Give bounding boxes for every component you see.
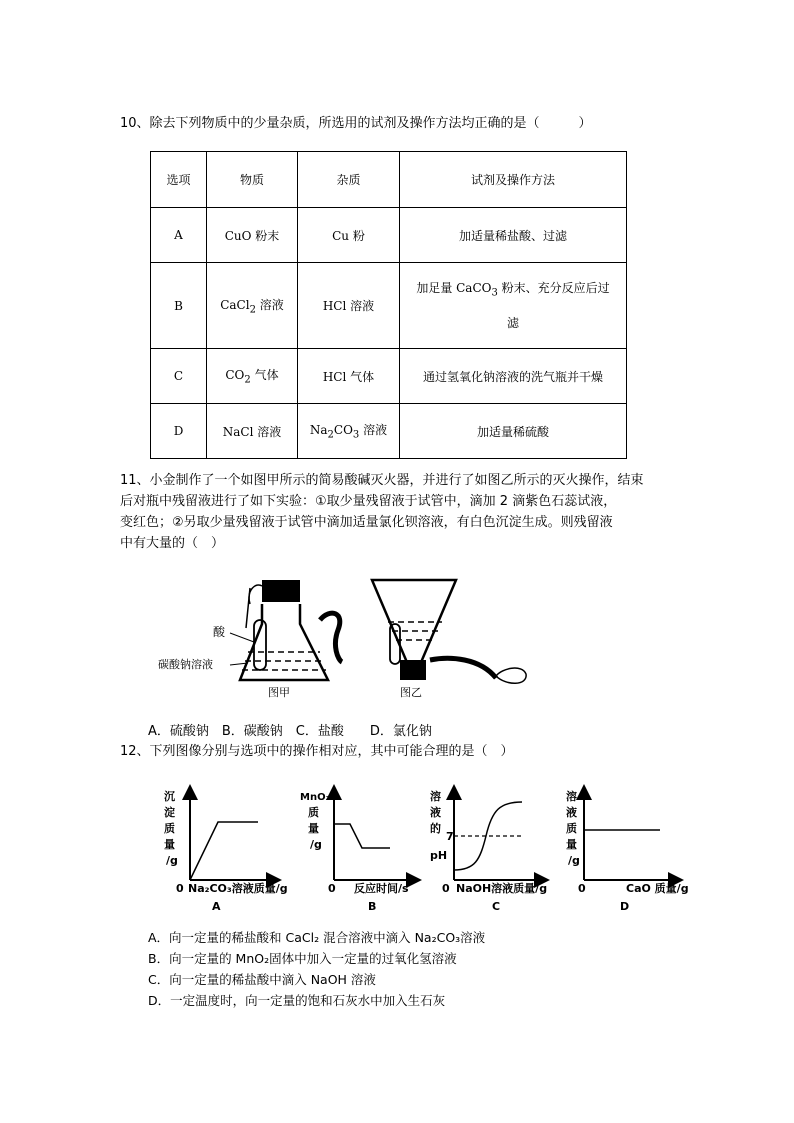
graph-b-ylabel-2: 质 bbox=[308, 806, 319, 819]
row-c-substance: $CO_2$ 气体 bbox=[207, 349, 298, 404]
stopper-jia bbox=[262, 580, 300, 602]
label-figure-jia: 图甲 bbox=[268, 686, 290, 699]
table-header-row bbox=[151, 152, 627, 208]
graph-a-xlabel: Na₂CO₃溶液质量/g bbox=[188, 882, 288, 895]
graph-a-ylabel-4: 量 bbox=[164, 838, 175, 851]
graph-b-xlabel: 反应时间/s bbox=[354, 882, 409, 895]
row-b-impurity: HCl 溶液 bbox=[298, 263, 400, 349]
q10-stem: 10、除去下列物质中的少量杂质，所选用的试剂及操作方法均正确的是（ ） bbox=[120, 116, 592, 131]
q11-line4: 中有大量的（ ） bbox=[120, 536, 225, 551]
graph-d-ylabel-5: /g bbox=[568, 854, 580, 867]
row-c-option: C bbox=[151, 349, 207, 404]
graph-d-ylabel-4: 量 bbox=[566, 838, 577, 851]
graph-c-ylabel-2: 液 bbox=[430, 806, 441, 819]
q12-choice-d: D．一定温度时，向一定量的饱和石灰水中加入生石灰 bbox=[148, 993, 446, 1008]
row-a-impurity: Cu 粉 bbox=[298, 208, 400, 263]
row-d-option: D bbox=[151, 404, 207, 459]
graph-a-ylabel-1: 沉 bbox=[164, 790, 175, 803]
graph-a-ylabel-2: 淀 bbox=[164, 806, 175, 819]
q11-line1: 11、小金制作了一个如图甲所示的简易酸碱灭火器，并进行了如图乙所示的灭火操作，结束 bbox=[120, 473, 644, 488]
q12-choice-c: C．向一定量的稀盐酸中滴入 NaOH 溶液 bbox=[148, 972, 376, 987]
row-c-method: 通过氢氧化钠溶液的洗气瓶并干燥 bbox=[400, 349, 627, 404]
label-figure-yi: 图乙 bbox=[400, 686, 422, 699]
q11-line2: 后对瓶中残留液进行了如下实验：①取少量残留液于试管中，滴加 2 滴紫色石蕊试液， bbox=[120, 494, 617, 509]
table-row bbox=[151, 208, 627, 263]
graph-c-xlabel: NaOH溶液质量/g bbox=[456, 882, 548, 895]
header-substance: 物质 bbox=[207, 152, 298, 208]
hose-jia bbox=[320, 613, 342, 662]
header-impurity: 杂质 bbox=[298, 152, 400, 208]
graph-a-curve bbox=[190, 822, 258, 880]
stopper-yi bbox=[400, 660, 426, 680]
graph-b-ylabel-1: MnO₂ bbox=[300, 792, 330, 803]
row-d-method: 加适量稀硫酸 bbox=[400, 404, 627, 459]
q12-choice-b: B．向一定量的 MnO₂固体中加入一定量的过氧化氢溶液 bbox=[148, 951, 457, 966]
graph-c-caption: C bbox=[492, 900, 501, 913]
row-b-method: 加足量 CaCO$_3$ 粉末、充分反应后过 滤 bbox=[400, 263, 627, 349]
q12-choice-a: A．向一定量的稀盐酸和 CaCl₂ 混合溶液中滴入 Na₂CO₃溶液 bbox=[148, 930, 486, 945]
graph-b-ylabel-3: 量 bbox=[308, 822, 319, 835]
graph-d-origin: 0 bbox=[578, 882, 586, 895]
q11-choices: A．硫酸钠 B．碳酸钠 C．盐酸 D．氯化钠 bbox=[148, 724, 432, 739]
row-a-method: 加适量稀盐酸、过滤 bbox=[400, 208, 627, 263]
graph-b-ylabel-4: /g bbox=[310, 838, 322, 851]
graph-d-caption: D bbox=[620, 900, 630, 913]
row-c-impurity: HCl 气体 bbox=[298, 349, 400, 404]
graph-c-origin: 0 bbox=[442, 882, 450, 895]
graph-a-ylabel-3: 质 bbox=[164, 822, 175, 835]
header-method: 试剂及操作方法 bbox=[400, 152, 627, 208]
row-b-option: B bbox=[151, 263, 207, 349]
label-acid: 酸 bbox=[213, 625, 226, 639]
q11-figure bbox=[150, 568, 570, 708]
graph-b-caption: B bbox=[368, 900, 377, 913]
graph-d-ylabel-1: 溶 bbox=[566, 790, 577, 803]
label-sodium-carbonate: 碳酸钠溶液 bbox=[158, 658, 213, 671]
hose-yi bbox=[430, 658, 496, 678]
q12-stem: 12、下列图像分别与选项中的操作相对应，其中可能合理的是（ ） bbox=[120, 744, 514, 759]
graph-c-ylabel-4: pH bbox=[430, 849, 448, 862]
table-row bbox=[151, 404, 627, 459]
graph-c-ylabel-1: 溶 bbox=[430, 790, 441, 803]
graph-a-origin: 0 bbox=[176, 882, 184, 895]
row-d-impurity: $Na_2CO_3$ 溶液 bbox=[298, 404, 400, 459]
q12-graphs bbox=[150, 780, 710, 915]
row-a-substance: CuO 粉末 bbox=[207, 208, 298, 263]
row-a-option: A bbox=[151, 208, 207, 263]
table-row bbox=[151, 263, 627, 349]
q11-stem bbox=[120, 470, 680, 554]
q11-line3: 变红色；②另取少量残留液于试管中滴加适量氯化钡溶液，有白色沉淀生成。则残留液 bbox=[120, 515, 613, 530]
table-row bbox=[151, 349, 627, 404]
graph-d-ylabel-2: 液 bbox=[566, 806, 577, 819]
row-d-substance: NaCl 溶液 bbox=[207, 404, 298, 459]
graph-d-xlabel: CaO 质量/g bbox=[626, 882, 689, 895]
graph-a-ylabel-5: /g bbox=[166, 854, 178, 867]
row-b-substance: CaCl$_2$ 溶液 bbox=[207, 263, 298, 349]
graph-c-ylabel-3: 的 bbox=[430, 822, 441, 835]
graph-b-curve bbox=[334, 824, 390, 848]
q10-table bbox=[150, 151, 627, 459]
header-option: 选项 bbox=[151, 152, 207, 208]
graph-c-tick-7: 7 bbox=[446, 830, 454, 843]
graph-d-ylabel-3: 质 bbox=[566, 822, 577, 835]
graph-a-caption: A bbox=[212, 900, 221, 913]
graph-b-origin: 0 bbox=[328, 882, 336, 895]
